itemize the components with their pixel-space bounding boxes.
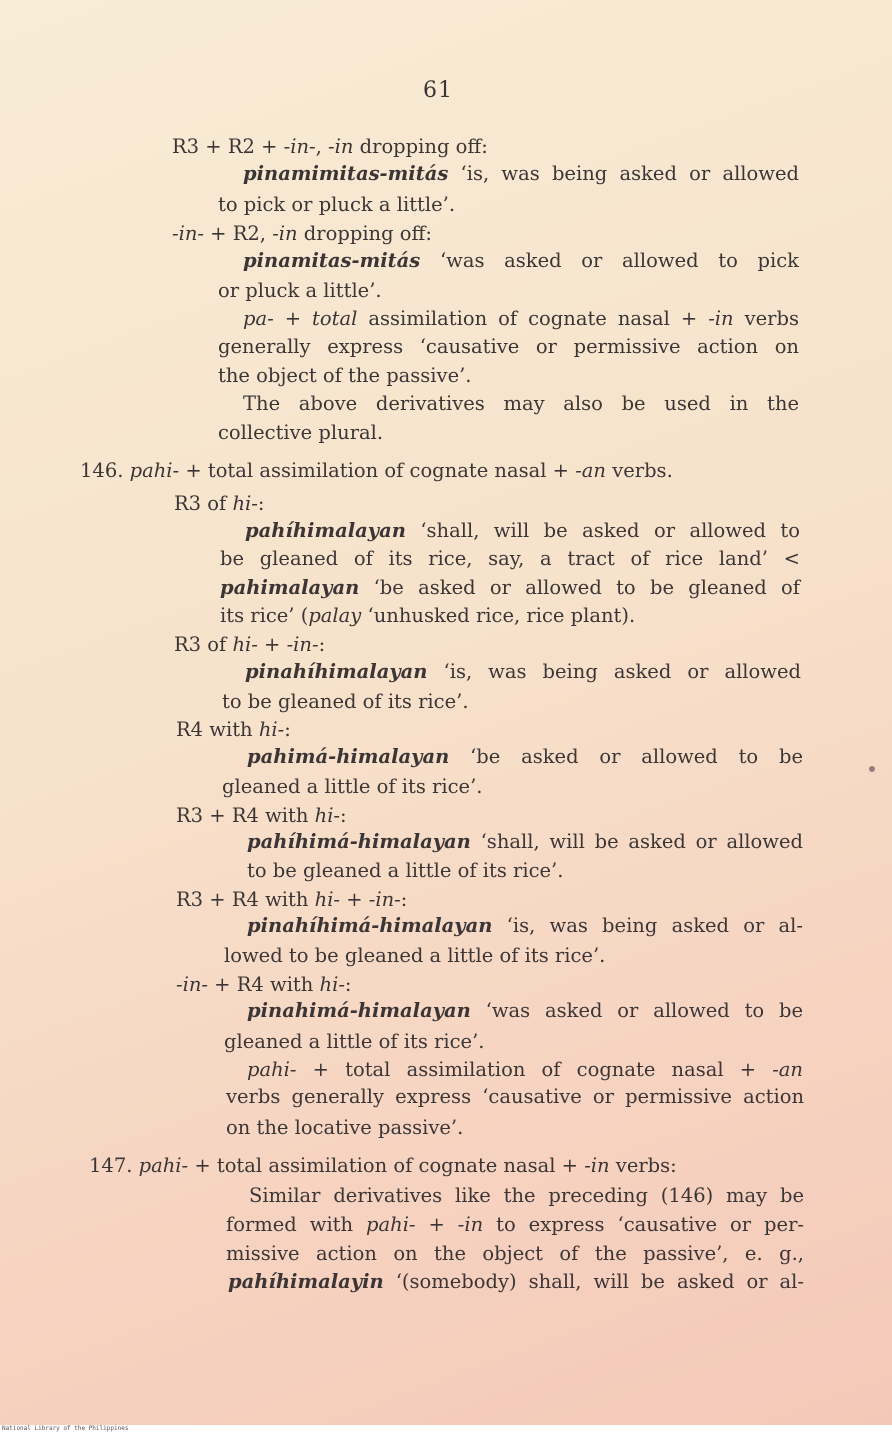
library-footer: National Library of the Philippines — [0, 1425, 892, 1433]
text-line: R4 with hi-: — [176, 718, 291, 741]
text-line: -in- + R2, -in dropping off: — [172, 222, 432, 245]
text-line: be gleaned of its rice, say, a tract of rice land’ < — [220, 547, 800, 570]
text-line: pinahimá-himalayan ‘was asked or allowed to be — [247, 999, 803, 1022]
text-line: -in- + R4 with hi-: — [176, 973, 352, 996]
text-line: pinamimitas-mitás ‘is, was being asked or allowed — [243, 162, 799, 185]
text-line: R3 + R4 with hi- + -in-: — [176, 888, 408, 911]
text-line: pahíhimalayan ‘shall, will be asked or allowed to — [245, 519, 800, 542]
text-line: pinamitas-mitás ‘was asked or allowed to pick — [243, 249, 799, 272]
text-line: its rice’ (palay ‘unhusked rice, rice plant). — [220, 604, 636, 627]
text-line: missive action on the object of the passive’, e. g., — [226, 1242, 804, 1265]
text-line: 146. pahi- + total assimilation of cognate nasal + -an verbs. — [80, 459, 673, 482]
text-line: to be gleaned a little of its rice’. — [247, 859, 564, 882]
text-line: on the locative passive’. — [226, 1116, 464, 1139]
text-line: R3 + R4 with hi-: — [176, 804, 347, 827]
text-line: verbs generally express ‘causative or permissive action — [226, 1085, 804, 1108]
text-line: collective plural. — [218, 421, 384, 444]
text-line: pahíhimá-himalayan ‘shall, will be asked or allowed — [247, 830, 803, 853]
text-line: formed with pahi- + -in to express ‘causative or per- — [226, 1213, 804, 1236]
page-number: 61 — [423, 78, 453, 103]
text-line: to be gleaned of its rice’. — [222, 690, 469, 713]
ink-speck — [869, 766, 875, 772]
text-line: 147. pahi- + total assimilation of cognate nasal + -in verbs: — [89, 1154, 677, 1177]
text-line: pahimalayan ‘be asked or allowed to be gleaned of — [220, 576, 800, 599]
text-line: gleaned a little of its rice’. — [224, 1030, 485, 1053]
text-line: The above derivatives may also be used in the — [243, 392, 799, 415]
text-line: R3 of hi- + -in-: — [174, 633, 326, 656]
text-line: or pluck a little’. — [218, 279, 382, 302]
text-line: pahi- + total assimilation of cognate nasal + -an — [247, 1058, 803, 1081]
text-line: pahíhimalayin ‘(somebody) shall, will be asked or al- — [228, 1270, 804, 1293]
text-line: pinahíhimalayan ‘is, was being asked or allowed — [245, 660, 801, 683]
text-line: R3 + R2 + -in-, -in dropping off: — [172, 135, 488, 158]
text-line: gleaned a little of its rice’. — [222, 775, 483, 798]
text-line: lowed to be gleaned a little of its rice’. — [224, 944, 606, 967]
text-line: Similar derivatives like the preceding (146) may be — [249, 1184, 804, 1207]
text-line: the object of the passive’. — [218, 364, 472, 387]
text-line: generally express ‘causative or permissive action on — [218, 335, 799, 358]
text-line: pinahíhimá-himalayan ‘is, was being asked or al- — [247, 914, 803, 937]
text-line: pahimá-himalayan ‘be asked or allowed to be — [247, 745, 803, 768]
text-line: to pick or pluck a little’. — [218, 193, 456, 216]
text-line: R3 of hi-: — [174, 492, 265, 515]
text-line: pa- + total assimilation of cognate nasal + -in verbs — [243, 307, 799, 330]
